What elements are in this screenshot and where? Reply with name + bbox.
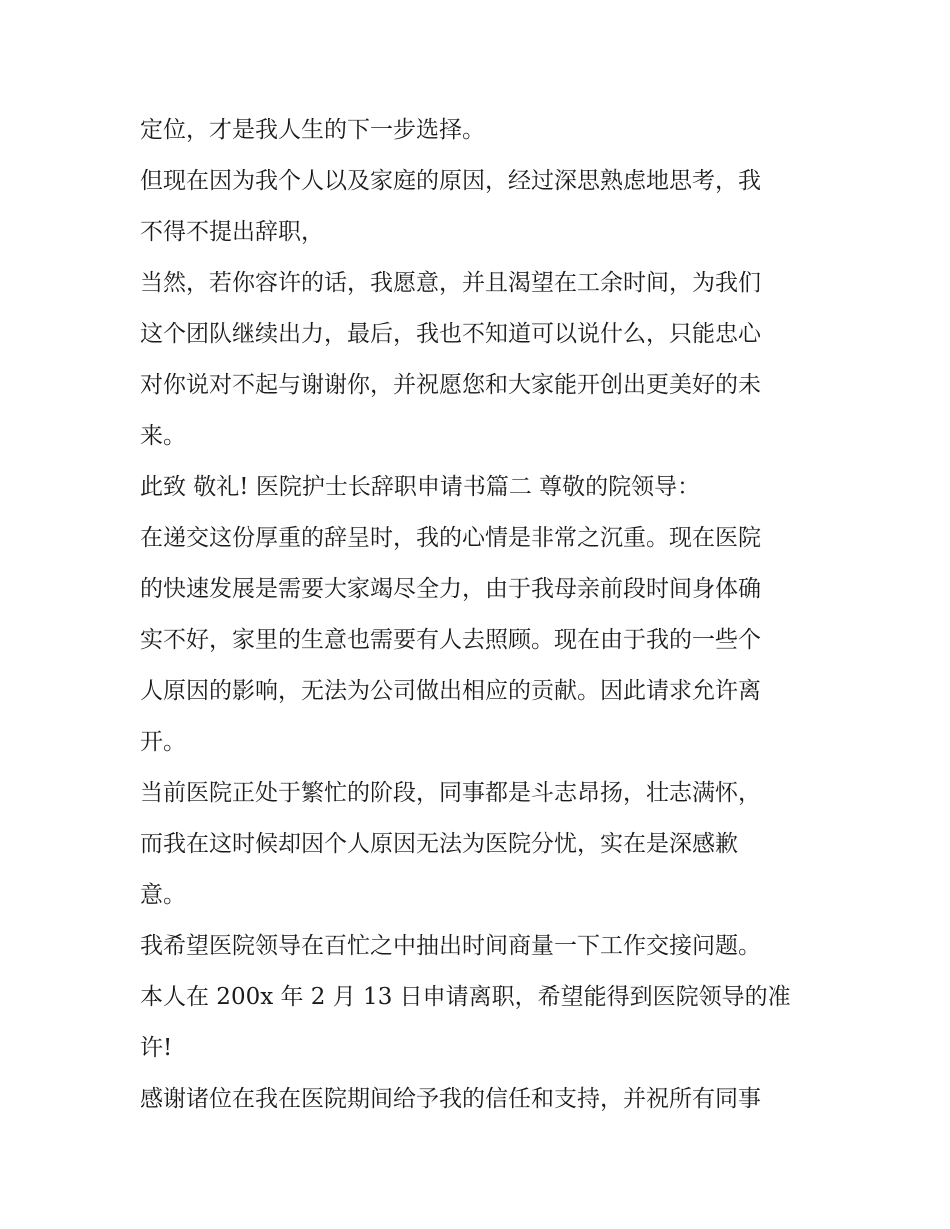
text-line: 开。 [140, 729, 186, 755]
text-line: 的快速发展是需要大家竭尽全力，由于我母亲前段时间身体确 [140, 576, 761, 602]
text-line: 我希望医院领导在百忙之中抽出时间商量一下工作交接问题。 [140, 933, 761, 959]
text-line: 许! [140, 1035, 173, 1061]
text-line: 来。 [140, 423, 186, 449]
text-line: 而我在这时候却因个人原因无法为医院分忧，实在是深感歉 [140, 831, 738, 857]
text-line: 意。 [140, 882, 186, 908]
text-line: 实不好，家里的生意也需要有人去照顾。现在由于我的一些个 [140, 627, 761, 653]
document-body [140, 105, 820, 1125]
text-line: 但现在因为我个人以及家庭的原因，经过深思熟虑地思考，我 [140, 168, 761, 194]
text-line: 当前医院正处于繁忙的阶段，同事都是斗志昂扬，壮志满怀， [140, 780, 761, 806]
text-line: 这个团队继续出力，最后，我也不知道可以说什么，只能忠心 [140, 321, 761, 347]
text-line: 定位，才是我人生的下一步选择。 [140, 117, 485, 143]
text-line: 感谢诸位在我在医院期间给予我的信任和支持，并祝所有同事 [140, 1086, 761, 1112]
text-line: 人原因的影响，无法为公司做出相应的贡献。因此请求允许离 [140, 678, 761, 704]
text-line: 此致 敬礼! 医院护士长辞职申请书篇二 尊敬的院领导： [140, 474, 701, 500]
text-line: 本人在 200x 年 2 月 13 日申请离职，希望能得到医院领导的准 [140, 984, 791, 1010]
text-line: 不得不提出辞职， [140, 219, 324, 245]
text-line: 对你说对不起与谢谢你，并祝愿您和大家能开创出更美好的未 [140, 372, 761, 398]
text-line: 当然，若你容许的话，我愿意，并且渴望在工余时间，为我们 [140, 270, 761, 296]
text-line: 在递交这份厚重的辞呈时，我的心情是非常之沉重。现在医院 [140, 525, 761, 551]
